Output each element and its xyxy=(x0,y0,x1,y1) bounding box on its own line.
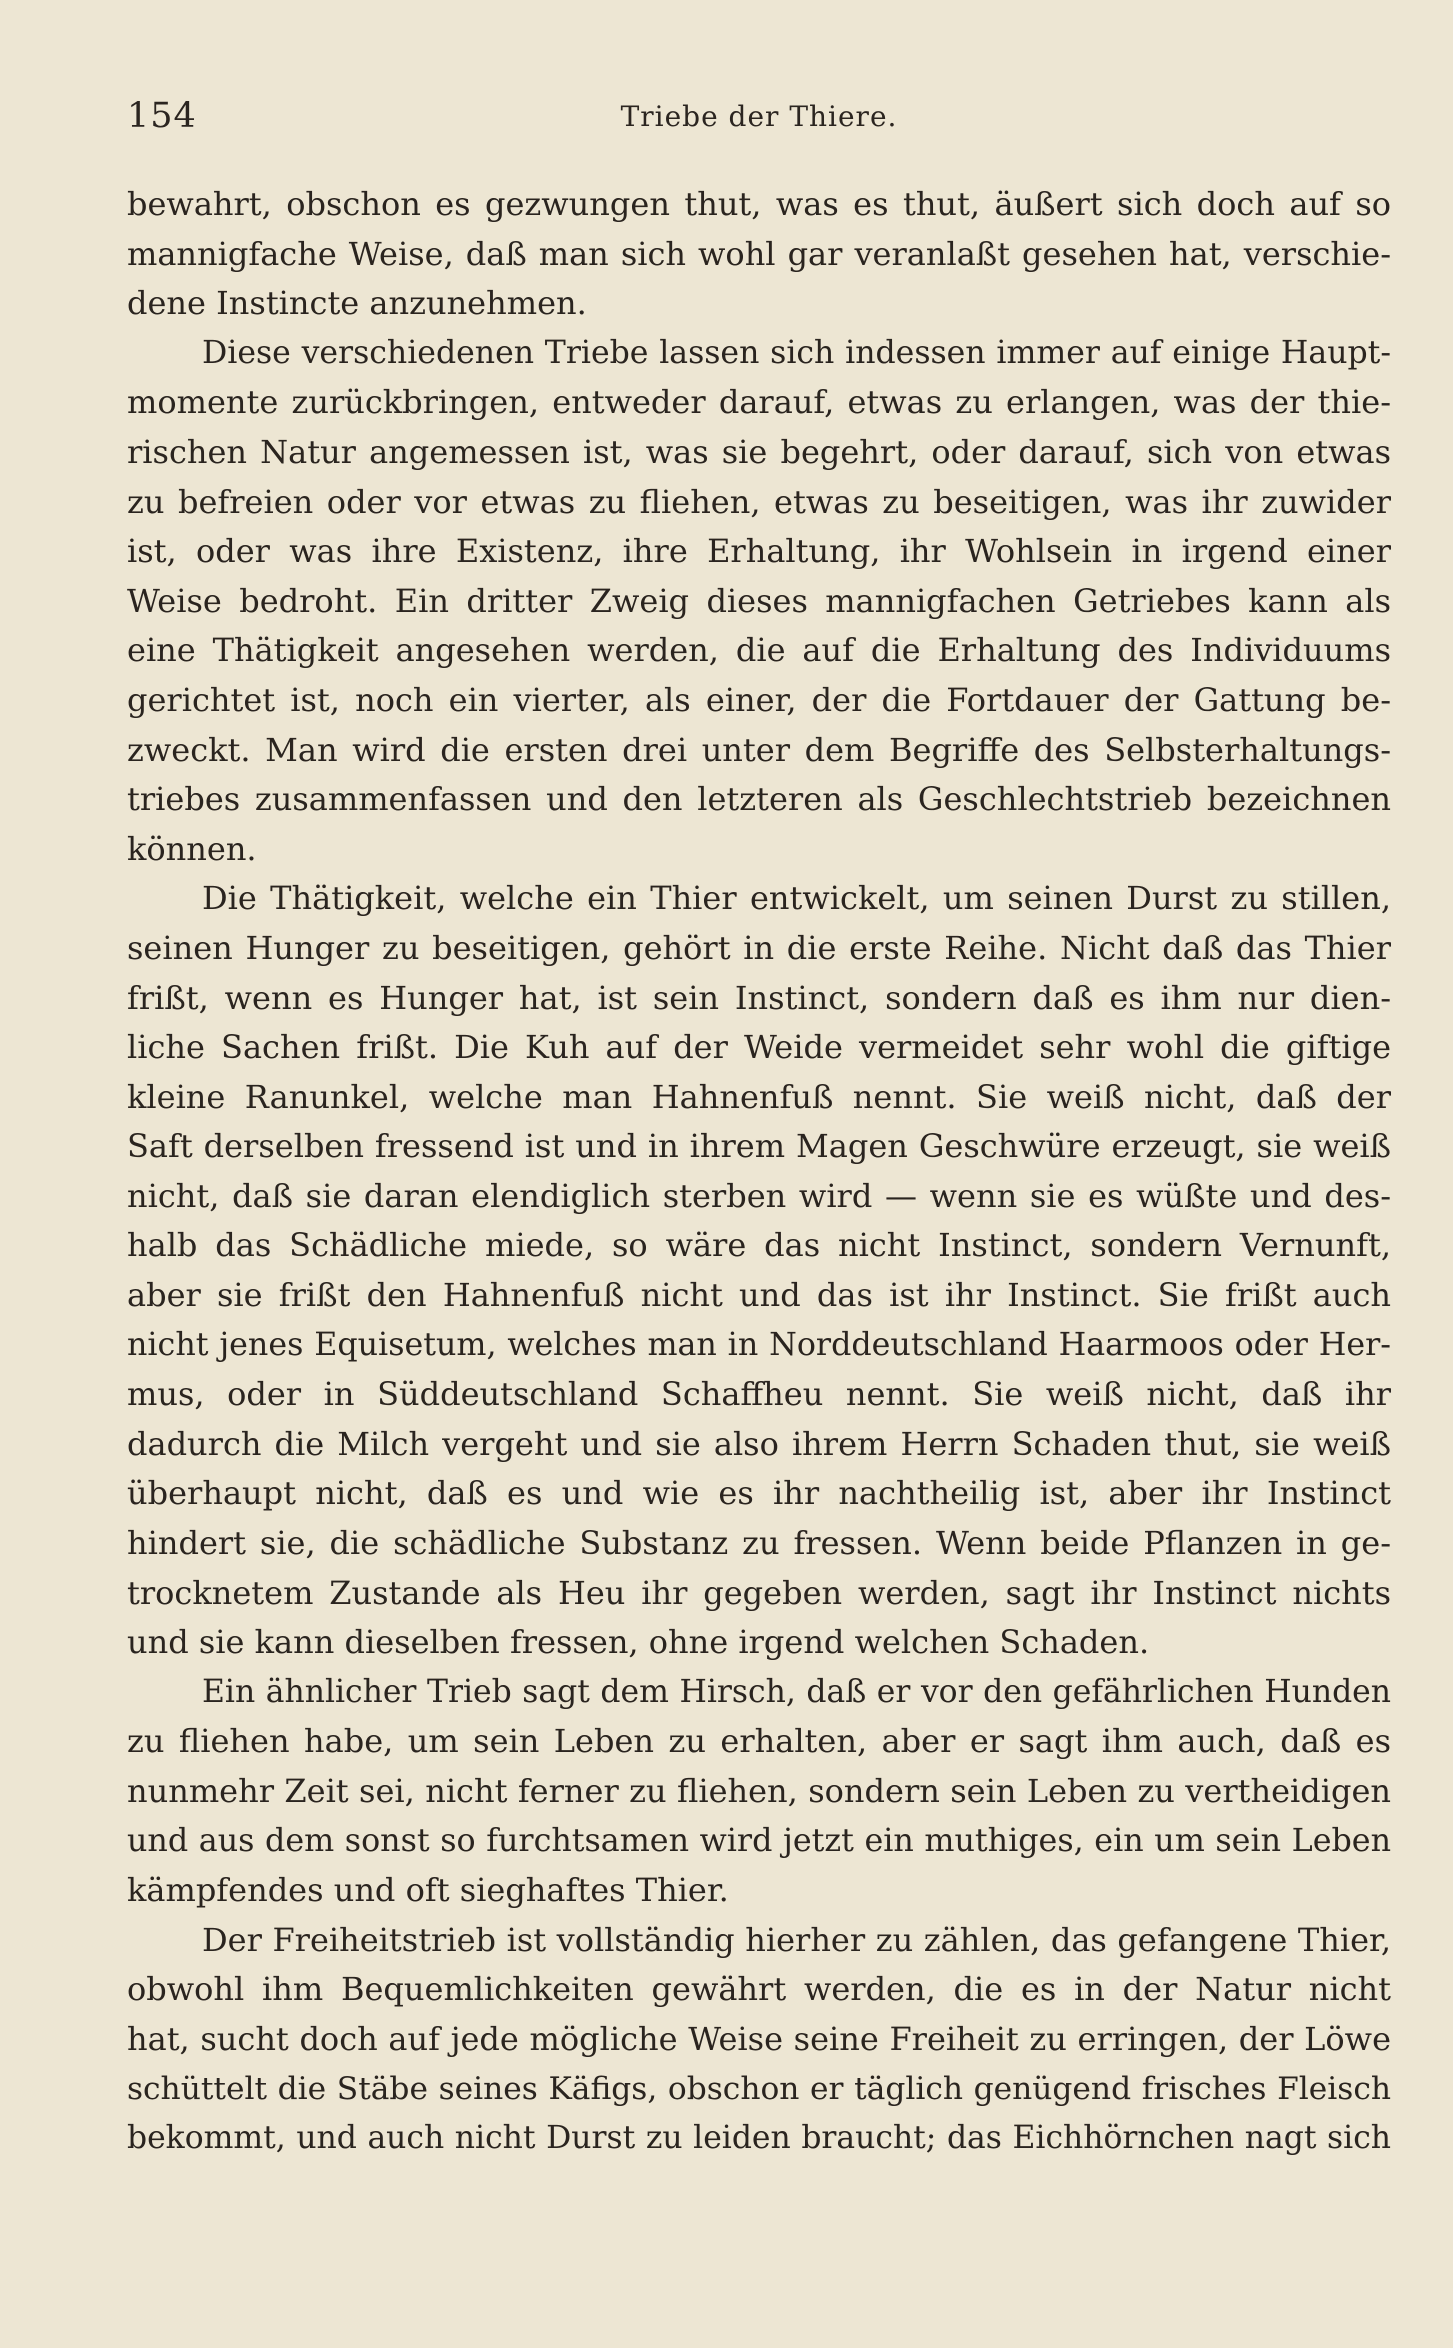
text-line: dadurch die Milch vergeht und sie also ihrem Herrn Schaden thut, sie weiß xyxy=(127,1424,1391,1463)
page-header xyxy=(127,96,1391,146)
text-line: gerichtet ist, noch ein vierter, als einer, der die Fortdauer der Gattung be- xyxy=(127,680,1391,719)
text-line: zu befreien oder vor etwas zu fliehen, etwas zu beseitigen, was ihr zuwider xyxy=(127,482,1391,521)
text-line: kleine Ranunkel, welche man Hahnenfuß nennt. Sie weiß nicht, daß der xyxy=(127,1077,1391,1116)
text-line: bewahrt, obschon es gezwungen thut, was es thut, äußert sich doch auf so xyxy=(127,185,1391,223)
text-line: zu fliehen habe, um sein Leben zu erhalten, aber er sagt ihm auch, daß es xyxy=(127,1722,1391,1761)
running-head: Triebe der Thiere. xyxy=(620,100,898,133)
text-line: und sie kann dieselben fressen, ohne irgend welchen Schaden. xyxy=(127,1623,1150,1662)
text-line: kämpfendes und oft sieghaftes Thier. xyxy=(127,1871,729,1910)
text-line: Ein ähnlicher Trieb sagt dem Hirsch, daß er vor den gefährlichen Hunden xyxy=(202,1673,1391,1710)
text-line: Die Thätigkeit, welche ein Thier entwickelt, um seinen Durst zu stillen, xyxy=(202,879,1391,918)
text-line: halb das Schädliche miede, so wäre das nicht Instinct, sondern Vernunft, xyxy=(127,1226,1391,1265)
text-line: Saft derselben fressend ist und in ihrem Magen Geschwüre erzeugt, sie weiß xyxy=(127,1127,1391,1166)
text-line: frißt, wenn es Hunger hat, ist sein Instinct, sondern daß es ihm nur dien- xyxy=(127,978,1391,1017)
text-line: nicht jenes Equisetum, welches man in Norddeutschland Haarmoos oder Her- xyxy=(127,1326,1391,1363)
text-line: liche Sachen frißt. Die Kuh auf der Weide vermeidet sehr wohl die giftige xyxy=(127,1028,1391,1067)
text-line: nicht, daß sie daran elendiglich sterben wird — wenn sie es wüßte und des- xyxy=(127,1176,1391,1215)
text-line: mannigfache Weise, daß man sich wohl gar veranlaßt gesehen hat, verschie- xyxy=(127,234,1391,273)
text-line: können. xyxy=(127,829,257,868)
text-line: triebes zusammenfassen und den letzteren als Geschlechtstrieb bezeichnen xyxy=(127,780,1391,819)
text-line: trocknetem Zustande als Heu ihr gegeben werden, sagt ihr Instinct nichts xyxy=(127,1573,1391,1612)
text-line: aber sie frißt den Hahnenfuß nicht und das ist ihr Instinct. Sie frißt auch xyxy=(127,1276,1391,1315)
text-line: obwohl ihm Bequemlichkeiten gewährt werden, die es in der Natur nicht xyxy=(127,1970,1391,2009)
text-line: nunmehr Zeit sei, nicht ferner zu fliehen, sondern sein Leben zu vertheidigen xyxy=(127,1772,1391,1810)
text-line: mus, oder in Süddeutschland Schaffheu nennt. Sie weiß nicht, daß ihr xyxy=(127,1375,1391,1414)
text-line: ist, oder was ihre Existenz, ihre Erhaltung, ihr Wohlsein in irgend einer xyxy=(127,532,1391,571)
text-line: zweckt. Man wird die ersten drei unter dem Begriffe des Selbsterhaltungs- xyxy=(127,730,1391,769)
text-line: seinen Hunger zu beseitigen, gehört in die erste Reihe. Nicht daß das Thier xyxy=(127,928,1391,967)
text-line: Diese verschiedenen Triebe lassen sich indessen immer auf einige Haupt- xyxy=(202,334,1391,371)
text-line: eine Thätigkeit angesehen werden, die auf die Erhaltung des Individuums xyxy=(127,631,1391,670)
page-number: 154 xyxy=(127,96,197,136)
text-line: und aus dem sonst so furchtsamen wird jetzt ein muthiges, ein um sein Leben xyxy=(127,1822,1391,1859)
text-line: momente zurückbringen, entweder darauf, etwas zu erlangen, was der thie- xyxy=(127,383,1391,422)
text-line: Weise bedroht. Ein dritter Zweig dieses mannigfachen Getriebes kann als xyxy=(127,581,1391,620)
text-line: hat, sucht doch auf jede mögliche Weise seine Freiheit zu erringen, der Löwe xyxy=(127,2019,1391,2058)
text-line: bekommt, und auch nicht Durst zu leiden braucht; das Eichhörnchen nagt sich xyxy=(127,2120,1391,2157)
text-line: rischen Natur angemessen ist, was sie begehrt, oder darauf, sich von etwas xyxy=(127,432,1391,471)
text-line: Der Freiheitstrieb ist vollständig hierher zu zählen, das gefangene Thier, xyxy=(202,1920,1391,1959)
text-line: überhaupt nicht, daß es und wie es ihr nachtheilig ist, aber ihr Instinct xyxy=(127,1474,1391,1513)
text-line: dene Instincte anzunehmen. xyxy=(127,284,587,323)
text-line: hindert sie, die schädliche Substanz zu fressen. Wenn beide Pflanzen in ge- xyxy=(127,1524,1391,1563)
body-text xyxy=(127,180,1391,2164)
text-line: schüttelt die Stäbe seines Käfigs, obschon er täglich genügend frisches Fleisch xyxy=(127,2070,1391,2107)
